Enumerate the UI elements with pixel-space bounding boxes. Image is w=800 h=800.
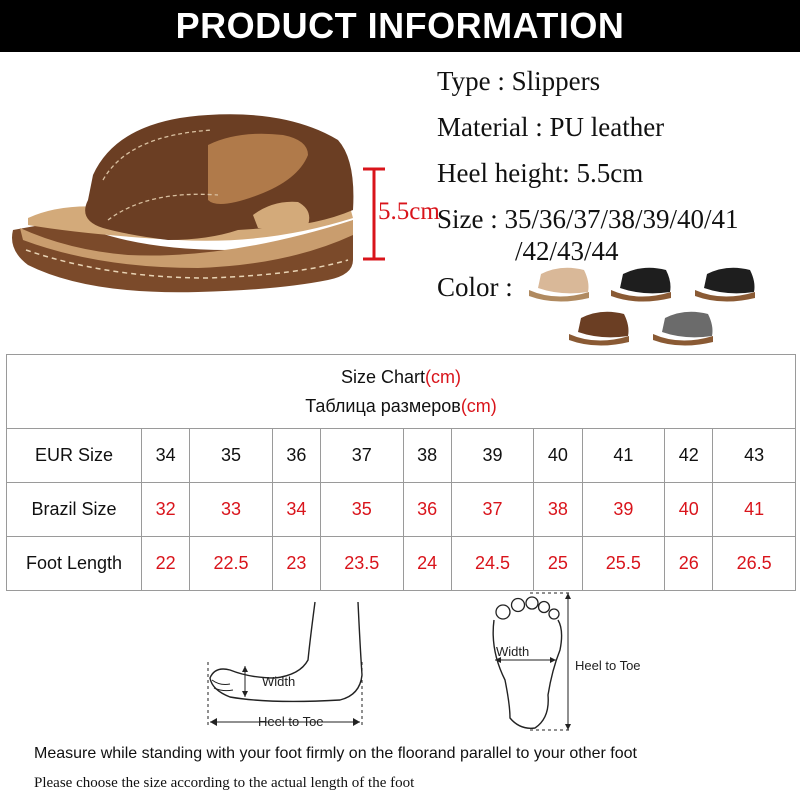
table-cell: 23 bbox=[272, 537, 320, 591]
heel-height-label: 5.5cm bbox=[378, 198, 440, 225]
color-swatch-black-alt[interactable] bbox=[692, 262, 758, 304]
table-cell: 26.5 bbox=[713, 537, 796, 591]
spec-color-label: Color : bbox=[437, 272, 513, 302]
side-length-label: Heel to Toe bbox=[258, 714, 324, 729]
table-cell: 41 bbox=[582, 429, 665, 483]
spec-heel-height: Heel height: 5.5cm bbox=[437, 158, 644, 188]
table-cell: 39 bbox=[451, 429, 534, 483]
table-cell: 37 bbox=[451, 483, 534, 537]
size-chart-title-ru: Таблица размеров bbox=[305, 395, 461, 416]
page-title: PRODUCT INFORMATION bbox=[175, 5, 625, 46]
table-cell: 36 bbox=[403, 483, 451, 537]
table-cell: 37 bbox=[320, 429, 403, 483]
row-label: Brazil Size bbox=[7, 483, 142, 537]
table-cell: 25.5 bbox=[582, 537, 665, 591]
table-cell: 38 bbox=[534, 483, 582, 537]
table-cell: 33 bbox=[190, 483, 273, 537]
size-instruction: Please choose the size according to the actual length of the foot bbox=[34, 775, 415, 791]
table-cell: 35 bbox=[190, 429, 273, 483]
color-swatch-brown[interactable] bbox=[566, 306, 632, 348]
slipper-product-image bbox=[8, 100, 358, 315]
color-swatch-black[interactable] bbox=[608, 262, 674, 304]
measure-instruction: Measure while standing with your foot firmly on the floorand parallel to your other foot bbox=[34, 745, 637, 762]
table-cell: 34 bbox=[272, 483, 320, 537]
table-cell: 35 bbox=[320, 483, 403, 537]
size-chart-title-text: Size Chart bbox=[340, 366, 426, 387]
size-chart-title bbox=[7, 355, 796, 429]
color-swatch-beige[interactable] bbox=[526, 262, 592, 304]
table-cell: 24 bbox=[403, 537, 451, 591]
foot-top-view-icon bbox=[480, 590, 590, 740]
table-cell: 36 bbox=[272, 429, 320, 483]
table-cell: 42 bbox=[665, 429, 713, 483]
spec-size: Size : 35/36/37/38/39/40/41 bbox=[437, 204, 739, 234]
table-cell: 40 bbox=[534, 429, 582, 483]
spec-size-continued: /42/43/44 bbox=[515, 236, 619, 266]
color-swatch-gray[interactable] bbox=[650, 306, 716, 348]
table-cell: 26 bbox=[665, 537, 713, 591]
table-cell: 25 bbox=[534, 537, 582, 591]
table-cell: 41 bbox=[713, 483, 796, 537]
spec-material: Material : PU leather bbox=[437, 112, 665, 142]
table-cell: 38 bbox=[403, 429, 451, 483]
header-banner bbox=[0, 0, 800, 52]
table-cell: 40 bbox=[665, 483, 713, 537]
table-row-brazil bbox=[7, 483, 796, 537]
top-width-label: Width bbox=[496, 644, 530, 659]
table-cell: 34 bbox=[142, 429, 190, 483]
size-chart-title-unit: (cm) bbox=[425, 366, 462, 387]
size-chart-title-ru-unit: (cm) bbox=[460, 395, 497, 416]
row-label: Foot Length bbox=[7, 537, 142, 591]
table-cell: 24.5 bbox=[451, 537, 534, 591]
table-cell: 22 bbox=[142, 537, 190, 591]
table-row-foot-length bbox=[7, 537, 796, 591]
table-cell: 43 bbox=[713, 429, 796, 483]
table-cell: 39 bbox=[582, 483, 665, 537]
table-cell: 22.5 bbox=[190, 537, 273, 591]
table-cell: 32 bbox=[142, 483, 190, 537]
side-width-label: Width bbox=[262, 674, 296, 689]
spec-type: Type : Slippers bbox=[437, 66, 601, 96]
size-chart-table bbox=[6, 354, 796, 591]
table-row-eur bbox=[7, 429, 796, 483]
table-cell: 23.5 bbox=[320, 537, 403, 591]
top-length-label: Heel to Toe bbox=[575, 658, 641, 673]
row-label: EUR Size bbox=[7, 429, 142, 483]
